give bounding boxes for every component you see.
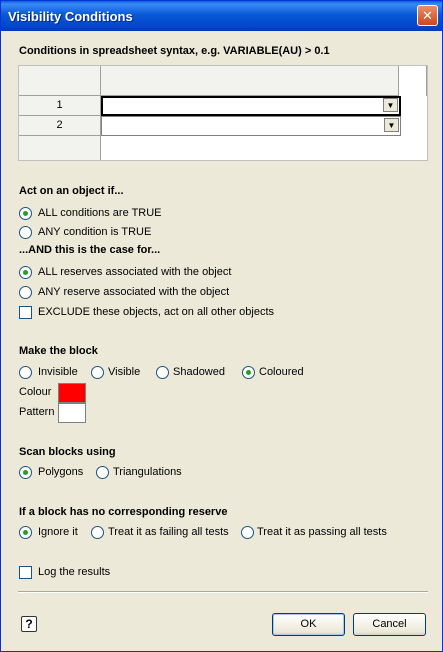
- radio-shadowed-label[interactable]: Shadowed: [173, 366, 225, 378]
- radio-all-reserves[interactable]: [19, 266, 32, 279]
- window-title: Visibility Conditions: [8, 9, 133, 24]
- colour-label: Colour: [19, 386, 52, 398]
- log-results-label[interactable]: Log the results: [38, 566, 111, 578]
- radio-triangulations-label[interactable]: Triangulations: [113, 466, 182, 478]
- ok-button[interactable]: OK: [272, 613, 345, 636]
- pattern-swatch-button[interactable]: [58, 403, 86, 423]
- grid-empty-row-header: [19, 136, 101, 160]
- radio-all-reserves-label[interactable]: ALL reserves associated with the object: [38, 266, 232, 278]
- radio-polygons-label[interactable]: Polygons: [38, 466, 84, 478]
- radio-ignore[interactable]: [19, 526, 32, 539]
- conditions-grid: [18, 65, 428, 161]
- radio-selected-dot: [23, 211, 28, 216]
- radio-failing-label[interactable]: Treat it as failing all tests: [108, 526, 229, 538]
- noreserve-header: If a block has no corresponding reserve: [19, 506, 228, 518]
- radio-shadowed[interactable]: [156, 366, 169, 379]
- dialog-content: [5, 31, 438, 649]
- radio-triangulations[interactable]: [96, 466, 109, 479]
- radio-coloured-label[interactable]: Coloured: [259, 366, 304, 378]
- exclude-checkbox[interactable]: [19, 306, 32, 319]
- radio-selected-dot: [246, 370, 251, 375]
- radio-selected-dot: [23, 470, 28, 475]
- exclude-checkbox-label[interactable]: EXCLUDE these objects, act on all other objects: [38, 306, 275, 318]
- grid-row-number: 2: [19, 116, 101, 136]
- radio-any-condition[interactable]: [19, 226, 32, 239]
- radio-passing-label[interactable]: Treat it as passing all tests: [257, 526, 387, 538]
- grid-corner-header: [19, 66, 101, 96]
- radio-ignore-label[interactable]: Ignore it: [38, 526, 78, 538]
- radio-all-conditions-label[interactable]: ALL conditions are TRUE: [38, 207, 162, 219]
- footer-divider: [18, 591, 428, 593]
- close-button[interactable]: [417, 5, 438, 26]
- conditions-header: Conditions in spreadsheet syntax, e.g. VARIABLE(AU) > 0.1: [19, 45, 330, 57]
- block-header: Make the block: [19, 345, 98, 357]
- condition-input-row-2[interactable]: [101, 116, 401, 136]
- grid-column-header: [101, 66, 399, 96]
- radio-invisible-label[interactable]: Invisible: [38, 366, 78, 378]
- radio-coloured[interactable]: [242, 366, 255, 379]
- title-bar[interactable]: [1, 1, 442, 31]
- radio-selected-dot: [23, 270, 28, 275]
- grid-header-filler: [399, 66, 427, 96]
- radio-polygons[interactable]: [19, 466, 32, 479]
- chevron-down-icon[interactable]: ▼: [383, 98, 398, 112]
- radio-all-conditions[interactable]: [19, 207, 32, 220]
- radio-any-condition-label[interactable]: ANY condition is TRUE: [38, 226, 152, 238]
- radio-passing[interactable]: [241, 526, 254, 539]
- radio-any-reserve-label[interactable]: ANY reserve associated with the object: [38, 286, 230, 298]
- act-header: Act on an object if...: [19, 185, 124, 197]
- colour-swatch-button[interactable]: [58, 383, 86, 403]
- radio-visible-label[interactable]: Visible: [108, 366, 141, 378]
- radio-invisible[interactable]: [19, 366, 32, 379]
- log-results-checkbox[interactable]: [19, 566, 32, 579]
- radio-any-reserve[interactable]: [19, 286, 32, 299]
- radio-visible[interactable]: [91, 366, 104, 379]
- scan-header: Scan blocks using: [19, 446, 116, 458]
- cancel-button[interactable]: Cancel: [353, 613, 426, 636]
- chevron-down-icon[interactable]: ▼: [384, 118, 399, 132]
- close-icon: ✕: [422, 8, 433, 23]
- case-header: ...AND this is the case for...: [19, 244, 161, 256]
- help-icon[interactable]: ?: [21, 616, 37, 632]
- grid-row-number: 1: [19, 96, 101, 116]
- radio-failing[interactable]: [91, 526, 104, 539]
- condition-input-row-1[interactable]: [101, 96, 401, 116]
- pattern-label: Pattern: [19, 406, 55, 418]
- radio-selected-dot: [23, 530, 28, 535]
